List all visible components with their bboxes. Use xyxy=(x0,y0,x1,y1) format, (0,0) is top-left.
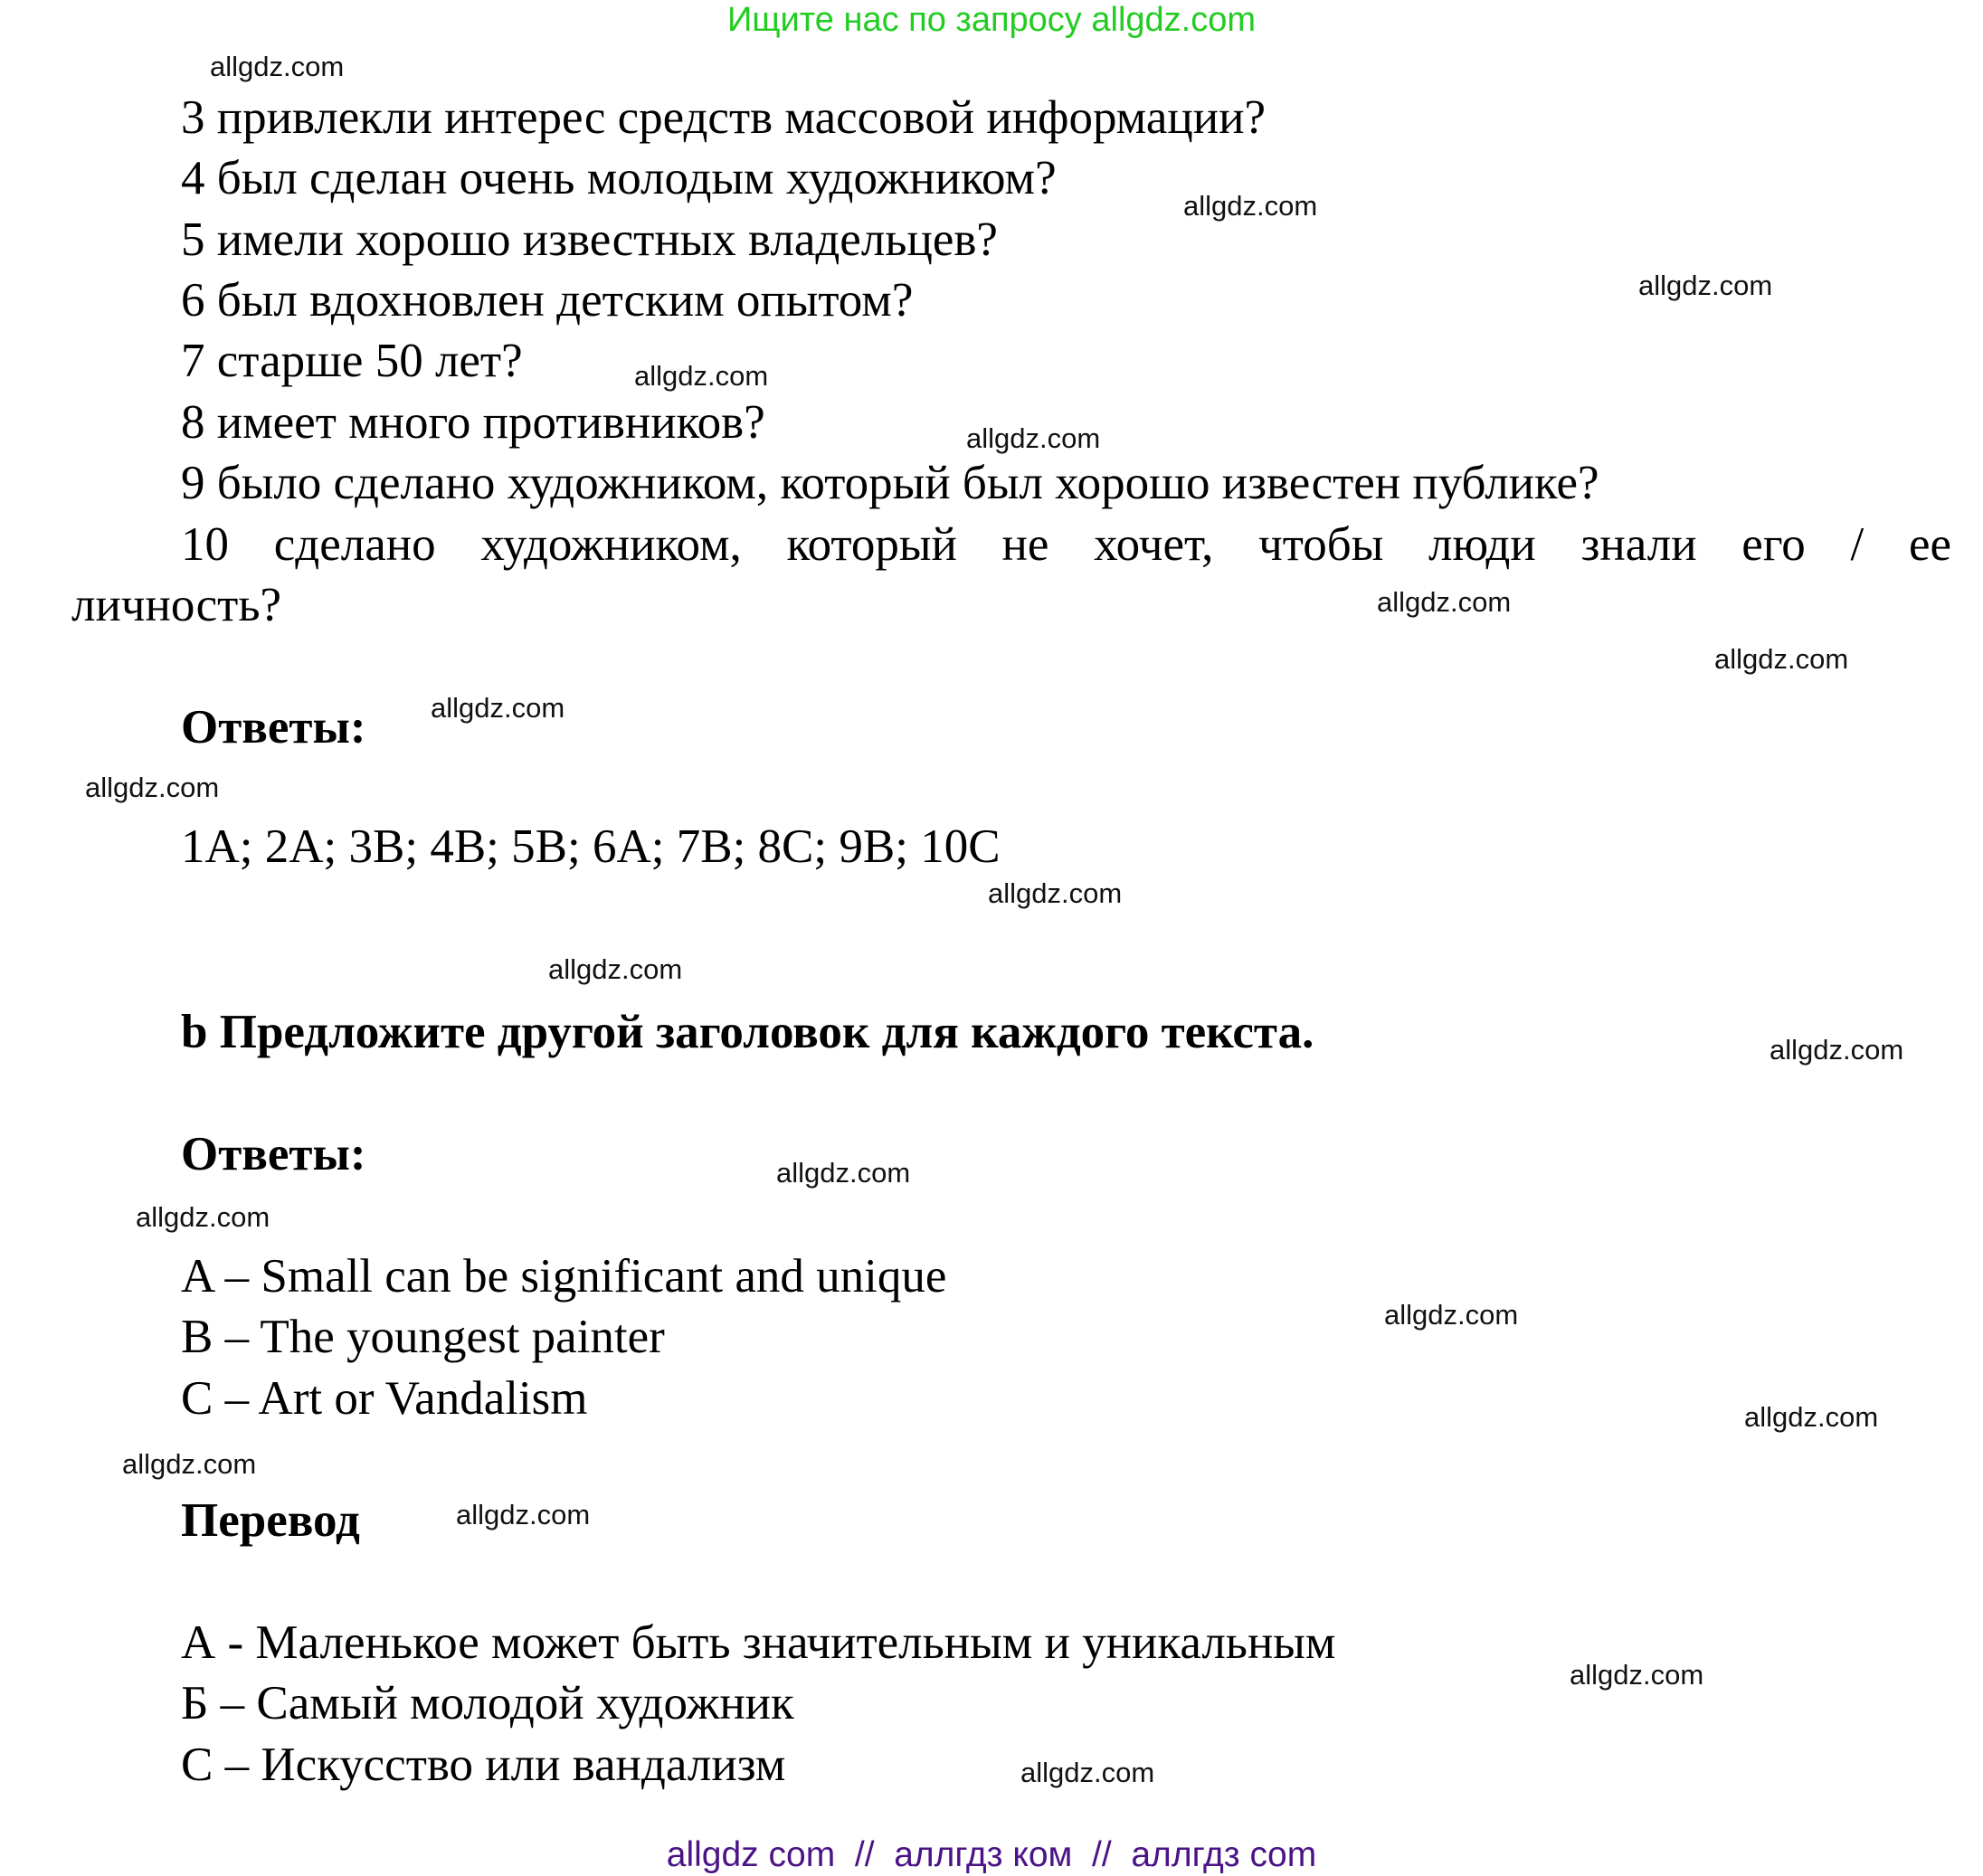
watermark: allgdz.com xyxy=(456,1499,591,1530)
translation-heading: Перевод xyxy=(181,1494,360,1547)
watermark: allgdz.com xyxy=(1638,270,1773,301)
watermark: allgdz.com xyxy=(776,1157,911,1189)
question-9: 9 было сделано художником, который был хорошо известен публике? xyxy=(181,457,1599,509)
footer-site-names: allgdz com // аллгдз ком // аллгдз com xyxy=(666,1835,1317,1874)
watermark: allgdz.com xyxy=(136,1201,270,1233)
translation-item: А - Маленькое может быть значительным и уникальным xyxy=(181,1616,1336,1669)
search-hint-banner: Ищите нас по запросу allgdz.com xyxy=(726,1,1256,39)
translation-item: С – Искусство или вандализм xyxy=(181,1739,786,1791)
question-10-cont: личность? xyxy=(71,579,282,631)
question-4: 4 был сделан очень молодым художником? xyxy=(181,152,1057,204)
question-5: 5 имели хорошо известных владельцев? xyxy=(181,213,998,266)
task-b-heading: b Предложите другой заголовок для каждого текста. xyxy=(181,1006,1314,1058)
answer-b-item: A – Small can be significant and unique xyxy=(181,1250,947,1303)
watermark: allgdz.com xyxy=(122,1448,257,1480)
watermark: allgdz.com xyxy=(1183,190,1318,222)
question-8: 8 имеет много противников? xyxy=(181,396,765,449)
answers-heading-b: Ответы: xyxy=(181,1128,366,1180)
question-10: 10 сделано художником, который не хочет, чтобы люди знали его / ее xyxy=(181,518,1951,571)
answer-b-item: C – Art or Vandalism xyxy=(181,1372,588,1425)
question-6: 6 был вдохновлен детским опытом? xyxy=(181,274,914,327)
question-3: 3 привлекли интерес средств массовой информации? xyxy=(181,91,1266,144)
answer-b-item: B – The youngest painter xyxy=(181,1311,665,1363)
watermark: allgdz.com xyxy=(634,360,769,392)
watermark: allgdz.com xyxy=(966,422,1101,454)
watermark: allgdz.com xyxy=(1744,1401,1879,1433)
watermark: allgdz.com xyxy=(1384,1299,1519,1331)
watermark: allgdz.com xyxy=(548,953,683,985)
watermark: allgdz.com xyxy=(1570,1659,1704,1691)
answers-text-a: 1A; 2A; 3B; 4B; 5B; 6A; 7B; 8C; 9B; 10C xyxy=(181,820,1001,873)
watermark: allgdz.com xyxy=(988,877,1123,909)
watermark: allgdz.com xyxy=(85,772,220,803)
watermark: allgdz.com xyxy=(1714,643,1849,675)
question-7: 7 старше 50 лет? xyxy=(181,335,523,387)
watermark: allgdz.com xyxy=(431,692,565,724)
translation-item: Б – Самый молодой художник xyxy=(181,1677,794,1729)
watermark: allgdz.com xyxy=(210,51,345,82)
watermark: allgdz.com xyxy=(1377,586,1512,618)
watermark: allgdz.com xyxy=(1020,1757,1155,1788)
watermark: allgdz.com xyxy=(1770,1034,1904,1066)
answers-heading-a: Ответы: xyxy=(181,701,366,753)
